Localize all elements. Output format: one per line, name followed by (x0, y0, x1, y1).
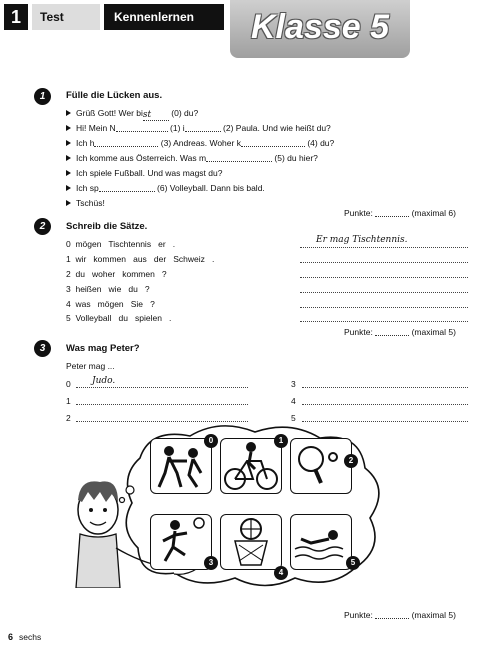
ex2-answer-0: Er mag Tischtennis. (316, 235, 408, 245)
ex1-line-6: Tschüs! (66, 198, 105, 208)
klasse-banner: Klasse 5 (230, 0, 410, 58)
ex3-left-line-0[interactable] (76, 387, 248, 388)
ex2-answer-line-2[interactable] (300, 277, 468, 278)
ex1-score: Punkte: (maximal 6) (344, 208, 456, 218)
unit-number: 1 (4, 4, 28, 30)
exercise-3-title: Was mag Peter? (66, 343, 140, 354)
topic-label: Kennenlernen (104, 4, 224, 30)
ex2-answer-line-0[interactable] (300, 247, 468, 248)
ex3-right-num-5: 5 (291, 413, 296, 423)
ex3-intro: Peter mag ... (66, 361, 115, 371)
arrow-icon (66, 170, 71, 176)
picture-number-2: 2 (344, 454, 358, 468)
gap-1[interactable] (116, 131, 168, 132)
gap-5[interactable] (206, 161, 272, 162)
gap-0[interactable]: st (143, 110, 169, 121)
ex1-line-5: Ich sp (6) Volleyball. Dann bis bald. (66, 183, 265, 193)
picture-number-4: 4 (274, 566, 288, 580)
ex1-line-3: Ich komme aus Österreich. Was m (5) du hier? (66, 153, 318, 163)
exercise-2-badge: 2 (34, 218, 51, 235)
ex3-left-num-1: 1 (66, 396, 71, 406)
picture-number-5: 5 (346, 556, 360, 570)
arrow-icon (66, 110, 71, 116)
ex1-line-1: Hi! Mein N (1) i (2) Paula. Und wie heißt du? (66, 123, 331, 133)
ex2-row-3: 3 heißen wie du ? (66, 284, 150, 294)
page-header (0, 0, 500, 60)
ex2-row-2: 2 du woher kommen ? (66, 269, 167, 279)
ex2-score-field[interactable] (375, 335, 409, 336)
picture-swimming (290, 514, 352, 570)
picture-basketball (220, 514, 282, 570)
ex3-left-num-2: 2 (66, 413, 71, 423)
exercise-2-title: Schreib die Sätze. (66, 221, 148, 232)
ex1-line-0: Grüß Gott! Wer bist (0) du? (66, 108, 198, 121)
ex3-right-num-4: 4 (291, 396, 296, 406)
peter-illustration (70, 418, 400, 588)
gap-2[interactable] (185, 131, 221, 132)
ex1-line-4: Ich spiele Fußball. Und was magst du? (66, 168, 222, 178)
ex3-left-line-1[interactable] (76, 404, 248, 405)
ex2-row-4: 4 was mögen Sie ? (66, 299, 155, 309)
exercise-1-badge: 1 (34, 88, 51, 105)
arrow-icon (66, 200, 71, 206)
ex3-right-num-3: 3 (291, 379, 296, 389)
football-icon (151, 515, 211, 569)
ex3-score-field[interactable] (375, 618, 409, 619)
picture-number-0: 0 (204, 434, 218, 448)
picture-football (150, 514, 212, 570)
arrow-icon (66, 185, 71, 191)
exercise-3-badge: 3 (34, 340, 51, 357)
picture-number-1: 1 (274, 434, 288, 448)
ex2-answer-line-3[interactable] (300, 292, 468, 293)
ex2-row-5: 5 Volleyball du spielen . (66, 313, 172, 323)
page-footer (8, 632, 41, 642)
ex3-left-answer-0: Judo. (92, 376, 116, 386)
ex2-row-1: 1 wir kommen aus der Schweiz . (66, 254, 215, 264)
ex2-row-0: 0 mögen Tischtennis er . (66, 239, 176, 249)
gap-3[interactable] (94, 146, 158, 147)
gap-6[interactable] (99, 191, 155, 192)
ex3-right-line-4[interactable] (302, 404, 468, 405)
basketball-icon (221, 515, 281, 569)
ex3-score: Punkte: (maximal 5) (344, 610, 456, 620)
ex2-score: Punkte: (maximal 5) (344, 327, 456, 337)
arrow-icon (66, 155, 71, 161)
picture-number-3: 3 (204, 556, 218, 570)
table-tennis-icon (291, 439, 351, 493)
arrow-icon (66, 125, 71, 131)
picture-tabletennis (290, 438, 352, 494)
arrow-icon (66, 140, 71, 146)
page-number: 6 (8, 632, 14, 642)
picture-judo (150, 438, 212, 494)
picture-cycling (220, 438, 282, 494)
ex2-answer-line-4[interactable] (300, 307, 468, 308)
ex1-line-2: Ich h (3) Andreas. Woher k (4) du? (66, 138, 334, 148)
swimming-icon (291, 515, 351, 569)
page-number-word: sechs (19, 632, 42, 642)
bicycle-icon (221, 439, 281, 493)
ex3-left-num-0: 0 (66, 379, 71, 389)
ex2-answer-line-5[interactable] (300, 321, 468, 322)
test-label: Test (32, 4, 100, 30)
judo-icon (151, 439, 211, 493)
ex1-score-field[interactable] (375, 216, 409, 217)
ex3-right-line-3[interactable] (302, 387, 468, 388)
gap-4[interactable] (241, 146, 305, 147)
ex2-answer-line-1[interactable] (300, 262, 468, 263)
exercise-1-title: Fülle die Lücken aus. (66, 90, 163, 101)
